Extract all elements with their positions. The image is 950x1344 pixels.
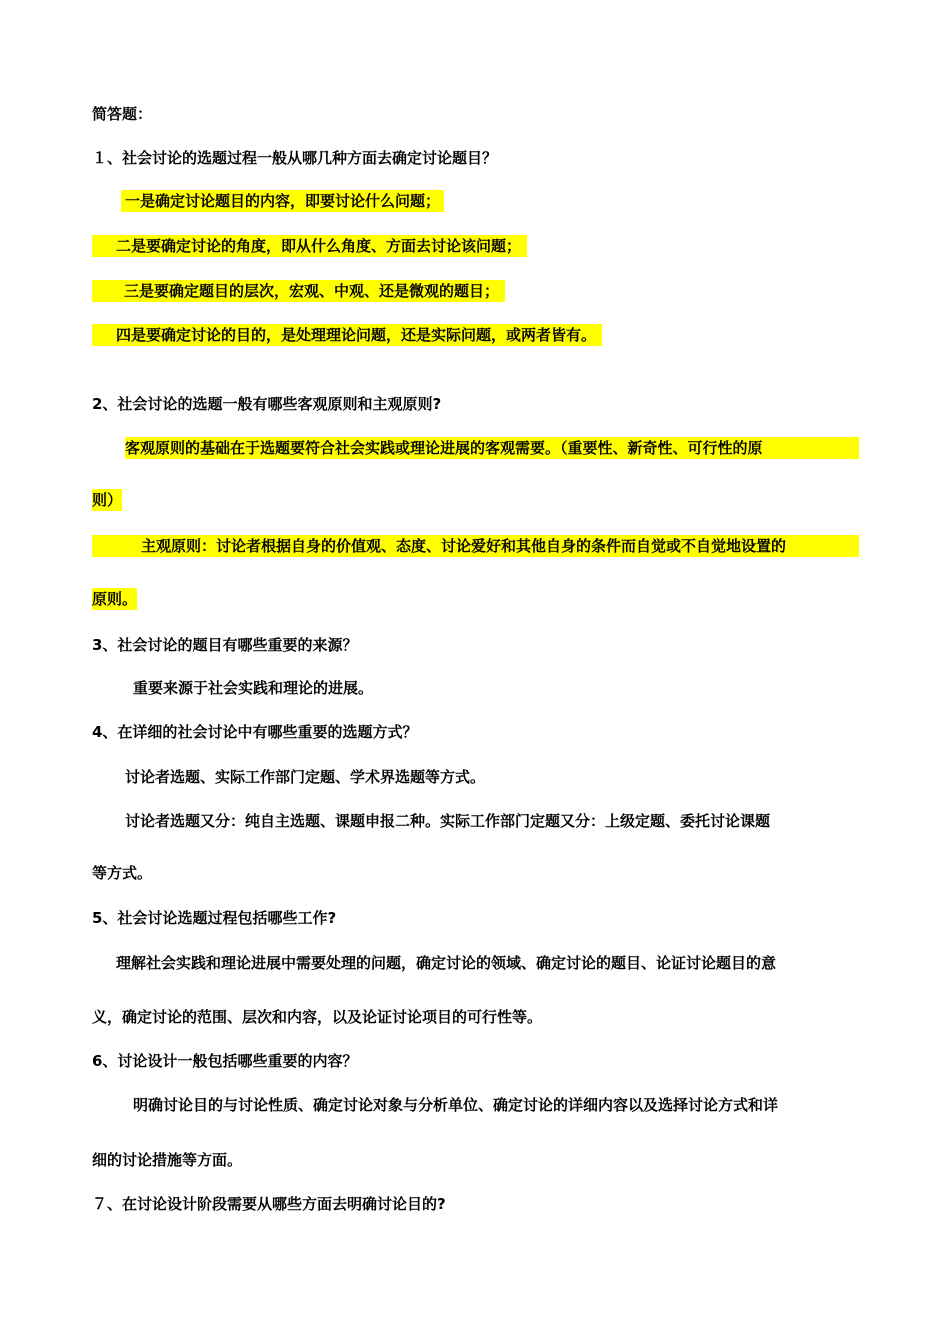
heading-short-answer: 简答题： bbox=[92, 105, 153, 123]
question-2: 2、社会讨论的选题一般有哪些客观原则和主观原则? bbox=[92, 395, 442, 413]
answer-3: 重要来源于社会实践和理论的进展。 bbox=[133, 679, 374, 697]
answer-6-line-2: 细的讨论措施等方面。 bbox=[92, 1151, 243, 1169]
answer-1-point-4: 四是要确定讨论的目的，是处理理论问题，还是实际问题，或两者皆有。 bbox=[92, 324, 602, 346]
answer-5-line-2: 义，确定讨论的范围、层次和内容，以及论证讨论项目的可行性等。 bbox=[92, 1008, 543, 1026]
answer-2-subjective-line-1: 主观原则：讨论者根据自身的价值观、态度、讨论爱好和其他自身的条件而自觉或不自觉地设置的 bbox=[92, 535, 859, 557]
question-1: １、社会讨论的选题过程一般从哪几种方面去确定讨论题目？ bbox=[92, 149, 498, 167]
question-3: 3、社会讨论的题目有哪些重要的来源？ bbox=[92, 636, 358, 654]
answer-2-objective-line-2: 则） bbox=[92, 491, 123, 509]
answer-2-subjective-line-2: 原则。 bbox=[92, 590, 138, 608]
answer-5-line-1: 理解社会实践和理论进展中需要处理的问题，确定讨论的领域、确定讨论的题目、论证讨论题目的意 bbox=[116, 954, 777, 972]
question-7: ７、在讨论设计阶段需要从哪些方面去明确讨论目的? bbox=[92, 1195, 446, 1213]
answer-4-line-3: 等方式。 bbox=[92, 864, 153, 882]
answer-4-line-1: 讨论者选题、实际工作部门定题、学术界选题等方式。 bbox=[125, 768, 486, 786]
answer-2-objective-line-1: 客观原则的基础在于选题要符合社会实践或理论进展的客观需要。（重要性、新奇性、可行性的原 bbox=[125, 437, 859, 459]
question-6: 6、讨论设计一般包括哪些重要的内容？ bbox=[92, 1052, 358, 1070]
answer-1-point-3: 三是要确定题目的层次，宏观、中观、还是微观的题目； bbox=[92, 280, 505, 302]
question-4: 4、在详细的社会讨论中有哪些重要的选题方式？ bbox=[92, 723, 418, 741]
question-5: 5、社会讨论选题过程包括哪些工作? bbox=[92, 909, 337, 927]
answer-4-line-2: 讨论者选题又分：纯自主选题、课题申报二种。实际工作部门定题又分：上级定题、委托讨论课题 bbox=[125, 812, 771, 830]
answer-1-point-1: 一是确定讨论题目的内容，即要讨论什么问题； bbox=[121, 190, 444, 212]
answer-1-point-2: 二是要确定讨论的角度，即从什么角度、方面去讨论该问题； bbox=[92, 235, 527, 257]
answer-6-line-1: 明确讨论目的与讨论性质、确定讨论对象与分析单位、确定讨论的详细内容以及选择讨论方式和详 bbox=[133, 1096, 779, 1114]
